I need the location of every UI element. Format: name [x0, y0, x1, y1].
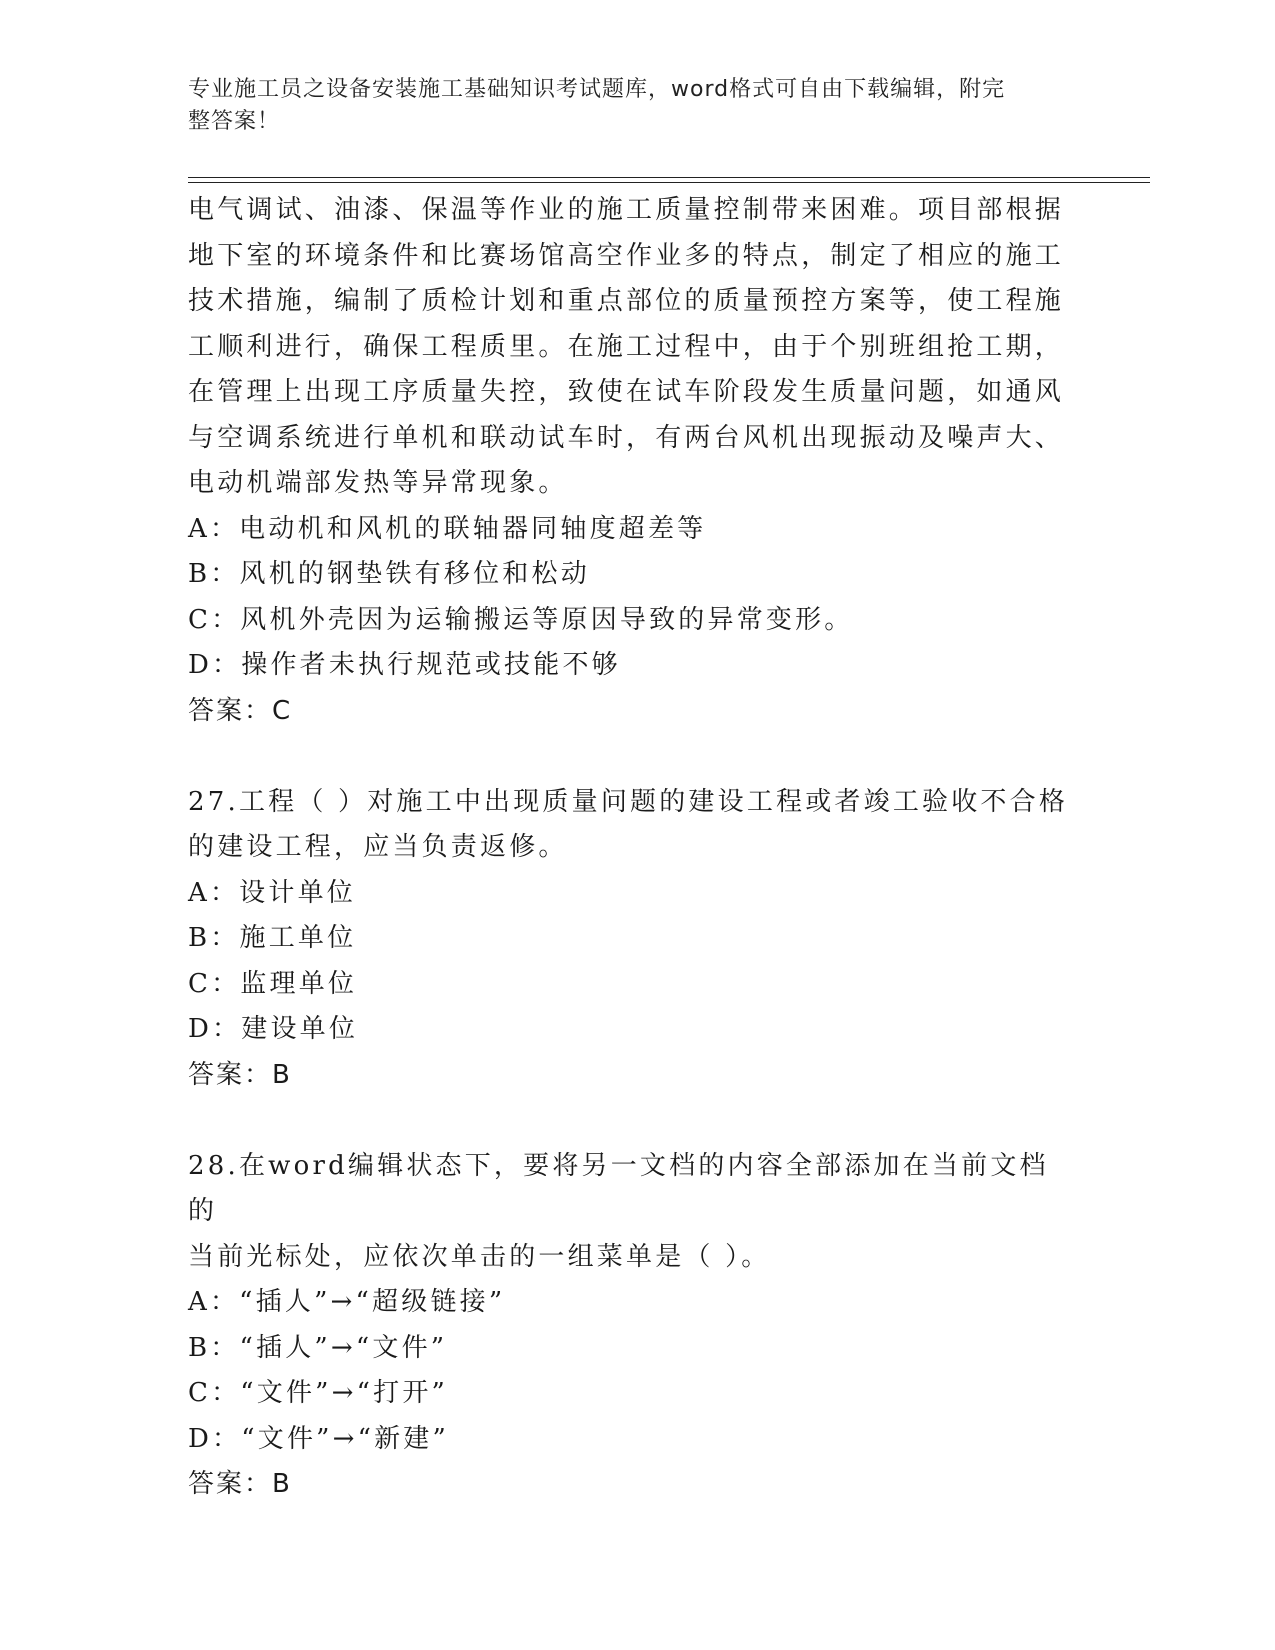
- option-b: B：风机的钢垫铁有移位和松动: [188, 559, 590, 589]
- option-c: C：监理单位: [188, 968, 358, 999]
- question-text-line: 当前光标处，应依次单击的一组菜单是（ ）。: [188, 1241, 771, 1272]
- spacer: [188, 734, 1068, 780]
- header-title-line-1: 专业施工员之设备安装施工基础知识考试题库，word格式可自由下载编辑，附完: [188, 77, 1006, 102]
- question-text-line: 工顺利进行，确保工程质里。在施工过程中，由于个别班组抢工期，: [188, 331, 1065, 362]
- answer-line: 答案：B: [188, 1469, 292, 1499]
- option-d: D：“文件”→“新建”: [188, 1423, 449, 1454]
- question-text-line: 技术措施，编制了质检计划和重点部位的质量预控方案等，使工程施: [188, 286, 1065, 316]
- question-28-block: [188, 1144, 1068, 1508]
- question-text-line: 电动机端部发热等异常现象。: [188, 468, 568, 498]
- question-26-block: [188, 188, 1068, 734]
- question-text-line: 在管理上出现工序质量失控，致使在试车阶段发生质量问题，如通风: [188, 377, 1065, 407]
- question-text-line: 地下室的环境条件和比赛场馆高空作业多的特点，制定了相应的施工: [188, 240, 1065, 271]
- question-text-line: 与空调系统进行单机和联动试车时，有两台风机出现振动及噪声大、: [188, 422, 1065, 453]
- document-header: [188, 74, 1068, 138]
- answer-line: 答案：C: [188, 695, 293, 726]
- answer-line: 答案：B: [188, 1059, 292, 1090]
- option-a: A：“插人”→“超级链接”: [188, 1287, 506, 1317]
- document-body: [188, 188, 1068, 1508]
- option-c: C：“文件”→“打开”: [188, 1378, 449, 1408]
- option-a: A：设计单位: [188, 877, 356, 908]
- question-27-block: [188, 780, 1068, 1099]
- question-text-line: 的建设工程，应当负责返修。: [188, 832, 568, 862]
- option-d: D：建设单位: [188, 1014, 359, 1044]
- question-text-line: 电气调试、油漆、保温等作业的施工质量控制带来困难。项目部根据: [188, 195, 1065, 225]
- option-b: B：“插人”→“文件”: [188, 1332, 448, 1363]
- spacer: [188, 1098, 1068, 1144]
- header-divider-bottom: [188, 182, 1150, 183]
- option-c: C：风机外壳因为运输搬运等原因导致的异常变形。: [188, 604, 854, 635]
- header-divider-top: [188, 177, 1150, 178]
- option-d: D：操作者未执行规范或技能不够: [188, 650, 621, 680]
- question-text-line: 27.工程（ ）对施工中出现质量问题的建设工程或者竣工验收不合格: [188, 786, 1069, 817]
- option-a: A：电动机和风机的联轴器同轴度超差等: [188, 513, 707, 544]
- header-title-line-2: 整答案！: [188, 109, 281, 134]
- question-text-line: 28.在word编辑状态下，要将另一文档的内容全部添加在当前文档的: [188, 1150, 1049, 1226]
- option-b: B：施工单位: [188, 923, 357, 953]
